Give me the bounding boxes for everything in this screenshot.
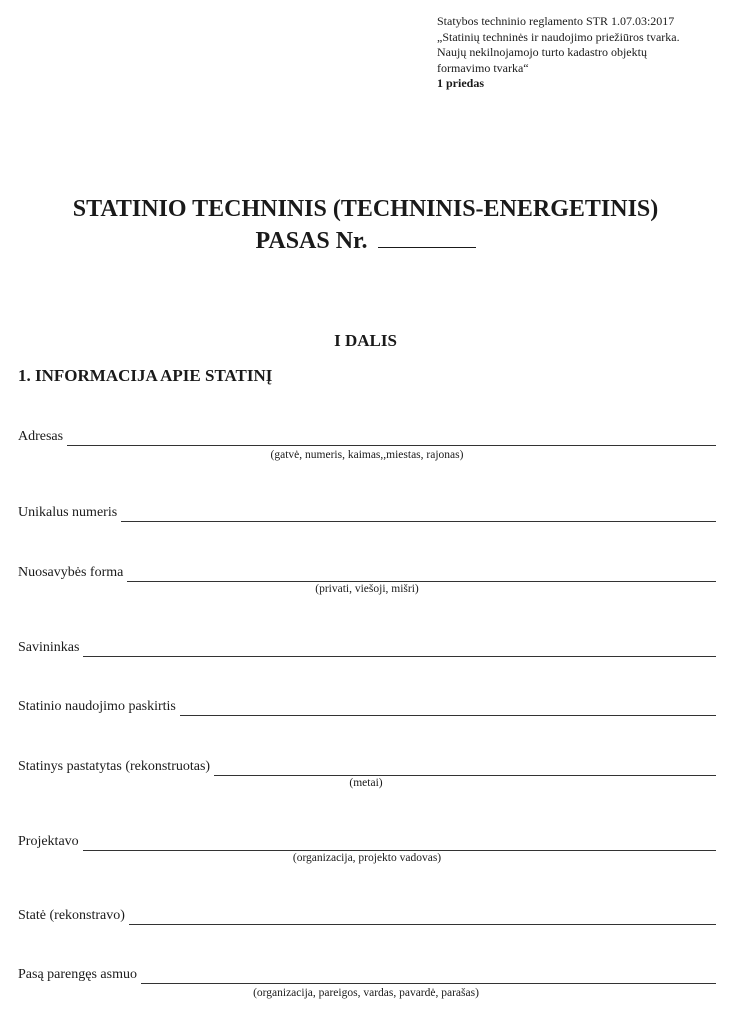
- part-heading: I DALIS: [334, 331, 397, 350]
- field-usage-purpose: [18, 698, 716, 716]
- reference-line: formavimo tvarka“: [437, 60, 529, 75]
- passport-number-field[interactable]: [378, 225, 476, 248]
- address-input-line[interactable]: [67, 432, 716, 446]
- prepared-by-input-line[interactable]: [141, 970, 716, 984]
- annex-label: 1 priedas: [437, 76, 485, 90]
- field-hint: (organizacija, projekto vadovas): [292, 852, 442, 864]
- field-address: [18, 428, 716, 446]
- builder-input-line[interactable]: [129, 911, 716, 925]
- usage-purpose-input-line[interactable]: [180, 702, 716, 716]
- designer-input-line[interactable]: [83, 837, 716, 851]
- field-designer: [18, 833, 716, 851]
- field-unique-number: [18, 504, 716, 522]
- field-hint: (gatvė, numeris, kaimas,,miestas, rajonas): [270, 449, 464, 461]
- section-heading: 1. INFORMACIJA APIE STATINĮ: [18, 366, 273, 385]
- field-label: Savininkas: [18, 640, 80, 655]
- field-label: Statė (rekonstravo): [18, 908, 125, 923]
- field-built-year: [18, 758, 716, 776]
- unique-number-input-line[interactable]: [121, 508, 716, 522]
- reference-line: Statybos techninio reglamento STR 1.07.03:2017: [437, 14, 675, 28]
- owner-input-line[interactable]: [83, 643, 716, 657]
- field-label: Unikalus numeris: [18, 505, 118, 520]
- field-label: Statinio naudojimo paskirtis: [18, 699, 176, 714]
- field-label: Adresas: [18, 429, 64, 444]
- field-owner: [18, 639, 716, 657]
- field-label: Nuosavybės forma: [18, 565, 124, 580]
- field-prepared-by: [18, 966, 716, 984]
- field-label: Statinys pastatytas (rekonstruotas): [18, 759, 211, 774]
- document-title: [0, 194, 731, 257]
- field-hint: (privati, viešoji, mišri): [315, 583, 419, 595]
- title-line-2: [0, 225, 731, 257]
- field-hint: (organizacija, pareigos, vardas, pavardė, parašas): [253, 987, 479, 999]
- title-line-1: STATINIO TECHNINIS (TECHNINIS-ENERGETINIS): [72, 196, 659, 222]
- field-builder: [18, 907, 716, 925]
- reference-line: „Statinių techninės ir naudojimo priežiūros tvarka.: [437, 29, 680, 44]
- regulation-reference: [437, 14, 727, 92]
- reference-line: Naujų nekilnojamojo turto kadastro objektų: [437, 45, 647, 59]
- passport-number-label: PASAS Nr.: [255, 228, 368, 254]
- built-year-input-line[interactable]: [214, 762, 716, 776]
- field-hint: (metai): [349, 777, 383, 789]
- ownership-form-input-line[interactable]: [127, 568, 716, 582]
- field-ownership-form: [18, 564, 716, 582]
- field-label: Pasą parengęs asmuo: [18, 967, 137, 982]
- field-label: Projektavo: [18, 834, 79, 849]
